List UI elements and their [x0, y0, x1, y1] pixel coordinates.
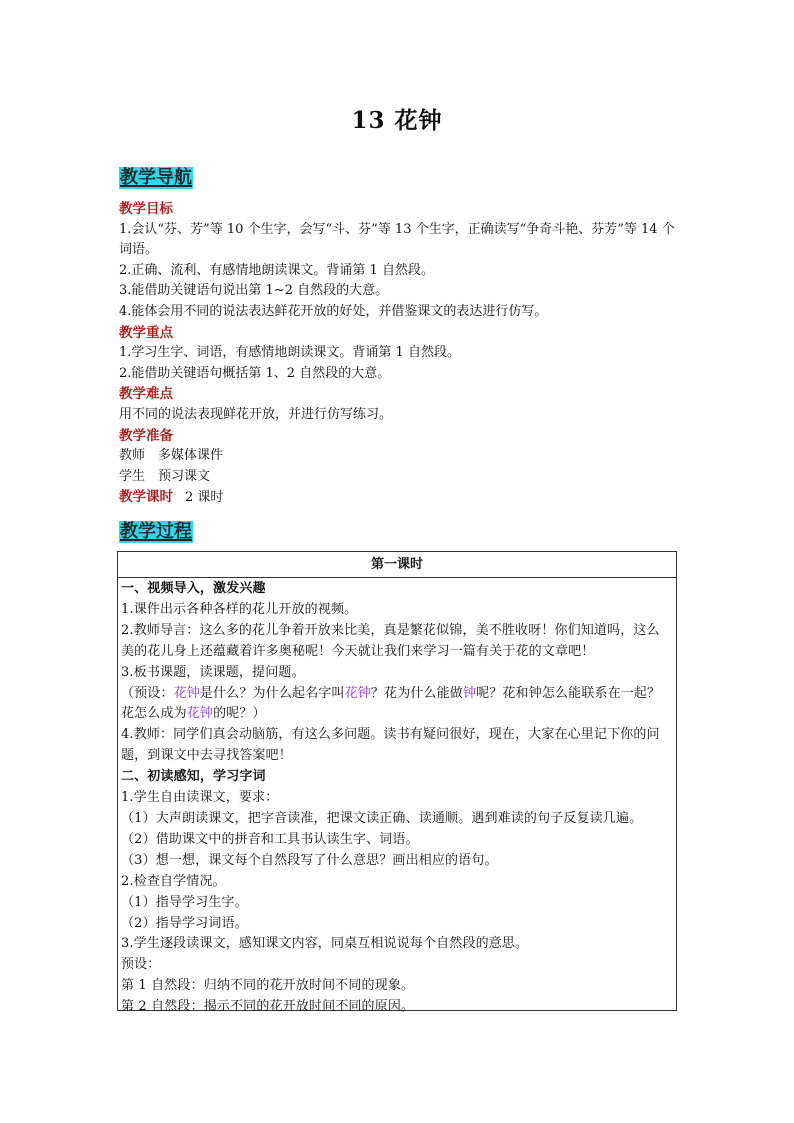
section-label-nav: 教学导航: [120, 167, 192, 188]
part-title: 一、视频导入，激发兴趣: [121, 581, 266, 596]
lesson-paragraph: 预设：: [121, 957, 161, 973]
preparation-heading: 教学准备: [119, 427, 173, 444]
class-hours-line: [119, 487, 679, 509]
class-hours-value: 2 课时: [185, 490, 224, 506]
preparation-item: 教师 多媒体课件: [119, 448, 224, 464]
part-title: 二、初读感知，学习字词: [121, 769, 266, 785]
class-hours-heading: 教学课时: [119, 489, 173, 506]
key-point-item: 2.能借助关键语句概括第 1、2 自然段的大意。: [119, 365, 391, 381]
lesson-paragraph: （2）指导学习词语。: [121, 915, 248, 931]
key-points-heading: 教学重点: [119, 324, 173, 341]
lesson-paragraph: （2）借助课文中的拼音和工具书认读生字、词语。: [121, 831, 419, 847]
lesson-paragraph: 1.学生自由读课文，要求：: [121, 790, 279, 806]
goal-item: 2.正确、流利、有感情地朗读课文。背诵第 1 自然段。: [119, 262, 434, 278]
lesson-paragraph: 2.教师导言：这么多的花儿争着开放来比美，真是繁花似锦，美不胜收呀！你们知道吗，这么美的花儿身上还蕴藏着许多奥秘呢！今天就让我们来学习一篇有关于花的文章吧！: [121, 622, 660, 659]
teaching-navigation: [119, 199, 679, 509]
lesson-paragraph: 3.板书课题，读课题，提问题。: [121, 664, 305, 680]
emphasis-keyword: 花钟: [186, 706, 214, 722]
emphasis-keyword: 花钟: [344, 685, 371, 701]
key-point-item: 1.学习生字、词语，有感情地朗读课文。背诵第 1 自然段。: [119, 345, 460, 361]
lesson-paragraph: 4.教师：同学们真会动脑筋，有这么多问题。读书有疑问很好，现在，大家在心里记下你的问题，到课文中去寻找答案吧！: [121, 727, 660, 764]
lesson-paragraph: 第 1 自然段：归纳不同的花开放时间不同的现象。: [121, 978, 415, 994]
preset-text: 是什么？为什么起名字叫: [199, 685, 345, 701]
lesson-table-header: 第一课时: [118, 552, 676, 578]
preset-text: 的呢？）: [213, 706, 266, 722]
difficulty-item: 用不同的说法表现鲜花开放，并进行仿写练习。: [119, 406, 393, 422]
emphasis-keyword: 钟: [462, 685, 477, 701]
preparation-item: 学生 预习课文: [119, 468, 211, 484]
lesson-paragraph: 2.检查自学情况。: [121, 873, 226, 889]
emphasis-keyword: 花钟: [173, 685, 200, 701]
preset-text: ？花为什么能做: [370, 685, 463, 701]
lesson-table: [117, 551, 677, 1015]
lesson-paragraph: 1.课件出示各种各样的花儿开放的视频。: [121, 601, 358, 617]
preset-text: 呢？花和钟怎么能联系在一起？花怎么成为: [121, 685, 661, 722]
preset-text: （预设：: [121, 685, 174, 701]
lesson-table-body: [118, 578, 676, 1018]
goal-item: 1.会认“芬、芳”等 10 个生字，会写“斗、芬”等 13 个生字，正确读写“争奇斗艳、芬芳”等 14 个词语。: [119, 221, 675, 258]
lesson-paragraph: 3.学生逐段读课文，感知课文内容，同桌互相说说每个自然段的意思。: [121, 936, 529, 952]
goal-item: 3.能借助关键语句说出第 1~2 自然段的大意。: [119, 283, 389, 299]
goals-heading: 教学目标: [119, 201, 173, 217]
lesson-paragraph: （1）指导学习生字。: [121, 894, 248, 910]
lesson-paragraph: （3）想一想，课文每个自然段写了什么意思？画出相应的语句。: [121, 852, 498, 868]
lesson-paragraph: （1）大声朗读课文，把字音读准，把课文读正确、读通顺。遇到难读的句子反复读几遍。: [121, 810, 643, 826]
lesson-paragraph: 第 2 自然段：揭示不同的花开放时间不同的原因。: [121, 999, 415, 1015]
preset-question-paragraph: [121, 684, 672, 726]
difficulties-heading: 教学难点: [119, 386, 173, 403]
page-title: 13 花钟: [351, 107, 443, 134]
section-label-process: 教学过程: [120, 521, 192, 542]
goal-item: 4.能体会用不同的说法表达鲜花开放的好处，并借鉴课文的表达进行仿写。: [119, 303, 548, 319]
